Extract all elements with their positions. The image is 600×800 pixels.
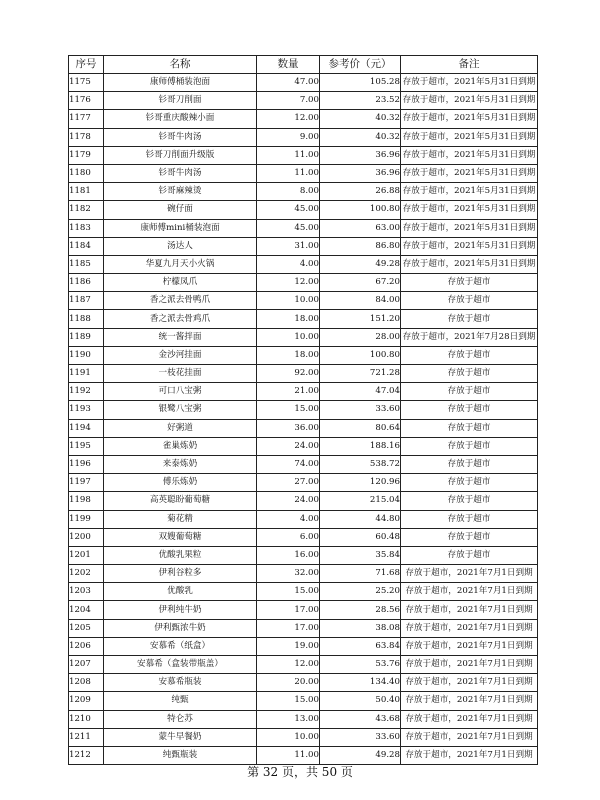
item-name: 优酸乳 — [104, 583, 257, 601]
item-name: 钐哥牛肉汤 — [104, 164, 257, 182]
item-note: 存放于超市 — [401, 274, 538, 292]
item-quantity: 45.00 — [257, 201, 320, 219]
item-price: 43.68 — [320, 710, 401, 728]
item-note: 存放于超市，2021年5月31日到期 — [401, 128, 538, 146]
item-note: 存放于超市，2021年7月1日到期 — [401, 692, 538, 710]
table-row — [69, 583, 538, 601]
item-price: 40.32 — [320, 128, 401, 146]
row-number: 1179 — [69, 146, 104, 164]
table-row — [69, 528, 538, 546]
row-number: 1185 — [69, 255, 104, 273]
row-number: 1182 — [69, 201, 104, 219]
row-number: 1175 — [69, 74, 104, 92]
item-price: 63.84 — [320, 637, 401, 655]
row-number: 1183 — [69, 219, 104, 237]
item-name: 碗仔面 — [104, 201, 257, 219]
item-note: 存放于超市，2021年7月1日到期 — [401, 619, 538, 637]
row-number: 1191 — [69, 365, 104, 383]
row-number: 1194 — [69, 419, 104, 437]
item-price: 28.56 — [320, 601, 401, 619]
item-price: 151.20 — [320, 310, 401, 328]
row-number: 1200 — [69, 528, 104, 546]
item-price: 120.96 — [320, 474, 401, 492]
row-number: 1201 — [69, 546, 104, 564]
table-row — [69, 419, 538, 437]
item-name: 康师傅mini桶装泡面 — [104, 219, 257, 237]
item-name: 香之派去骨鸭爪 — [104, 292, 257, 310]
table-row — [69, 728, 538, 746]
item-note: 存放于超市 — [401, 292, 538, 310]
table-row — [69, 219, 538, 237]
item-price: 23.52 — [320, 92, 401, 110]
item-price: 100.80 — [320, 346, 401, 364]
table-row — [69, 74, 538, 92]
row-number: 1186 — [69, 274, 104, 292]
item-quantity: 20.00 — [257, 674, 320, 692]
item-price: 71.68 — [320, 565, 401, 583]
row-number: 1202 — [69, 565, 104, 583]
item-quantity: 11.00 — [257, 746, 320, 764]
item-quantity: 4.00 — [257, 510, 320, 528]
table-row — [69, 692, 538, 710]
item-price: 215.04 — [320, 492, 401, 510]
item-quantity: 31.00 — [257, 237, 320, 255]
item-note: 存放于超市，2021年5月31日到期 — [401, 74, 538, 92]
item-quantity: 15.00 — [257, 401, 320, 419]
table-row — [69, 455, 538, 473]
item-note: 存放于超市，2021年5月31日到期 — [401, 92, 538, 110]
table-row — [69, 110, 538, 128]
row-number: 1205 — [69, 619, 104, 637]
item-note: 存放于超市 — [401, 346, 538, 364]
item-name: 香之派去骨鸡爪 — [104, 310, 257, 328]
item-quantity: 47.00 — [257, 74, 320, 92]
item-note: 存放于超市 — [401, 383, 538, 401]
item-price: 105.28 — [320, 74, 401, 92]
item-quantity: 92.00 — [257, 365, 320, 383]
item-price: 63.00 — [320, 219, 401, 237]
item-note: 存放于超市 — [401, 528, 538, 546]
item-note: 存放于超市，2021年7月1日到期 — [401, 728, 538, 746]
table-row — [69, 746, 538, 764]
item-price: 538.72 — [320, 455, 401, 473]
row-number: 1207 — [69, 656, 104, 674]
item-name: 伊利甄浓牛奶 — [104, 619, 257, 637]
item-quantity: 18.00 — [257, 346, 320, 364]
item-name: 钐哥牛肉汤 — [104, 128, 257, 146]
item-quantity: 17.00 — [257, 619, 320, 637]
table-row — [69, 292, 538, 310]
item-price: 188.16 — [320, 437, 401, 455]
item-note: 存放于超市，2021年7月1日到期 — [401, 710, 538, 728]
row-number: 1210 — [69, 710, 104, 728]
item-name: 安慕希（盒装带瓶盖） — [104, 656, 257, 674]
row-number: 1192 — [69, 383, 104, 401]
item-name: 优酸乳果粒 — [104, 546, 257, 564]
item-note: 存放于超市，2021年7月28日到期 — [401, 328, 538, 346]
table-row — [69, 637, 538, 655]
table-row — [69, 128, 538, 146]
item-note: 存放于超市，2021年7月1日到期 — [401, 746, 538, 764]
row-number: 1176 — [69, 92, 104, 110]
item-quantity: 13.00 — [257, 710, 320, 728]
item-name: 纯甄瓶装 — [104, 746, 257, 764]
header-price: 参考价（元） — [320, 56, 401, 74]
item-quantity: 11.00 — [257, 146, 320, 164]
table-row — [69, 437, 538, 455]
item-note: 存放于超市，2021年7月1日到期 — [401, 674, 538, 692]
item-price: 35.84 — [320, 546, 401, 564]
item-price: 80.64 — [320, 419, 401, 437]
item-quantity: 32.00 — [257, 565, 320, 583]
table-row — [69, 183, 538, 201]
item-quantity: 36.00 — [257, 419, 320, 437]
row-number: 1180 — [69, 164, 104, 182]
table-row — [69, 201, 538, 219]
item-quantity: 10.00 — [257, 328, 320, 346]
item-name: 金沙河挂面 — [104, 346, 257, 364]
table-header-row — [69, 56, 538, 74]
item-note: 存放于超市 — [401, 401, 538, 419]
item-note: 存放于超市，2021年5月31日到期 — [401, 164, 538, 182]
item-price: 67.20 — [320, 274, 401, 292]
item-price: 26.88 — [320, 183, 401, 201]
row-number: 1204 — [69, 601, 104, 619]
table-row — [69, 346, 538, 364]
row-number: 1188 — [69, 310, 104, 328]
row-number: 1187 — [69, 292, 104, 310]
item-note: 存放于超市，2021年5月31日到期 — [401, 255, 538, 273]
item-note: 存放于超市，2021年7月1日到期 — [401, 565, 538, 583]
item-name: 钐哥重庆酸辣小面 — [104, 110, 257, 128]
item-price: 49.28 — [320, 746, 401, 764]
row-number: 1195 — [69, 437, 104, 455]
table-row — [69, 619, 538, 637]
item-price: 40.32 — [320, 110, 401, 128]
item-note: 存放于超市，2021年7月1日到期 — [401, 637, 538, 655]
item-name: 汤达人 — [104, 237, 257, 255]
row-number: 1208 — [69, 674, 104, 692]
item-quantity: 9.00 — [257, 128, 320, 146]
table-row — [69, 164, 538, 182]
item-note: 存放于超市，2021年7月1日到期 — [401, 601, 538, 619]
item-price: 47.04 — [320, 383, 401, 401]
table-row — [69, 546, 538, 564]
header-no: 序号 — [69, 56, 104, 74]
item-note: 存放于超市，2021年5月31日到期 — [401, 146, 538, 164]
item-price: 100.80 — [320, 201, 401, 219]
table-row — [69, 656, 538, 674]
table-row — [69, 328, 538, 346]
row-number: 1211 — [69, 728, 104, 746]
item-note: 存放于超市 — [401, 510, 538, 528]
item-quantity: 24.00 — [257, 437, 320, 455]
table-row — [69, 92, 538, 110]
item-name: 傅乐炼奶 — [104, 474, 257, 492]
item-note: 存放于超市 — [401, 492, 538, 510]
item-price: 53.76 — [320, 656, 401, 674]
row-number: 1198 — [69, 492, 104, 510]
table-row — [69, 310, 538, 328]
item-price: 50.40 — [320, 692, 401, 710]
table-row — [69, 492, 538, 510]
item-note: 存放于超市，2021年5月31日到期 — [401, 219, 538, 237]
item-price: 36.96 — [320, 164, 401, 182]
item-quantity: 10.00 — [257, 292, 320, 310]
row-number: 1184 — [69, 237, 104, 255]
item-quantity: 17.00 — [257, 601, 320, 619]
item-name: 钐哥刀削面 — [104, 92, 257, 110]
item-price: 44.80 — [320, 510, 401, 528]
item-price: 28.00 — [320, 328, 401, 346]
item-name: 钐哥麻辣烫 — [104, 183, 257, 201]
item-price: 60.48 — [320, 528, 401, 546]
item-note: 存放于超市 — [401, 455, 538, 473]
item-name: 特仑苏 — [104, 710, 257, 728]
item-note: 存放于超市 — [401, 437, 538, 455]
item-price: 721.28 — [320, 365, 401, 383]
item-name: 华夏九月天小火锅 — [104, 255, 257, 273]
item-name: 安慕希瓶装 — [104, 674, 257, 692]
row-number: 1193 — [69, 401, 104, 419]
header-name: 名称 — [104, 56, 257, 74]
item-name: 康师傅桶装泡面 — [104, 74, 257, 92]
item-quantity: 8.00 — [257, 183, 320, 201]
table-body — [69, 74, 538, 765]
table-row — [69, 565, 538, 583]
item-quantity: 12.00 — [257, 274, 320, 292]
table-row — [69, 601, 538, 619]
table-row — [69, 710, 538, 728]
item-name: 蒙牛早餐奶 — [104, 728, 257, 746]
item-name: 来泰炼奶 — [104, 455, 257, 473]
row-number: 1203 — [69, 583, 104, 601]
header-qty: 数量 — [257, 56, 320, 74]
item-name: 安慕希（纸盒） — [104, 637, 257, 655]
item-note: 存放于超市 — [401, 419, 538, 437]
row-number: 1190 — [69, 346, 104, 364]
item-note: 存放于超市，2021年5月31日到期 — [401, 201, 538, 219]
item-price: 49.28 — [320, 255, 401, 273]
item-quantity: 18.00 — [257, 310, 320, 328]
row-number: 1177 — [69, 110, 104, 128]
item-name: 菊花精 — [104, 510, 257, 528]
item-name: 纯甄 — [104, 692, 257, 710]
row-number: 1189 — [69, 328, 104, 346]
row-number: 1178 — [69, 128, 104, 146]
item-quantity: 12.00 — [257, 656, 320, 674]
item-note: 存放于超市，2021年5月31日到期 — [401, 110, 538, 128]
item-quantity: 4.00 — [257, 255, 320, 273]
item-name: 好粥道 — [104, 419, 257, 437]
item-price: 84.00 — [320, 292, 401, 310]
item-price: 38.08 — [320, 619, 401, 637]
row-number: 1196 — [69, 455, 104, 473]
item-price: 25.20 — [320, 583, 401, 601]
item-price: 86.80 — [320, 237, 401, 255]
table-row — [69, 146, 538, 164]
item-name: 高英聪盼葡萄糖 — [104, 492, 257, 510]
item-quantity: 19.00 — [257, 637, 320, 655]
item-note: 存放于超市，2021年7月1日到期 — [401, 656, 538, 674]
item-price: 134.40 — [320, 674, 401, 692]
item-name: 伊利谷粒多 — [104, 565, 257, 583]
item-note: 存放于超市，2021年5月31日到期 — [401, 237, 538, 255]
item-note: 存放于超市 — [401, 310, 538, 328]
table-row — [69, 255, 538, 273]
table-row — [69, 674, 538, 692]
table-row — [69, 274, 538, 292]
item-name: 钐哥刀削面升级版 — [104, 146, 257, 164]
row-number: 1199 — [69, 510, 104, 528]
table-row — [69, 474, 538, 492]
item-name: 统一酱拌面 — [104, 328, 257, 346]
item-quantity: 11.00 — [257, 164, 320, 182]
table-row — [69, 401, 538, 419]
item-name: 双嫂葡萄糖 — [104, 528, 257, 546]
table-row — [69, 365, 538, 383]
header-note: 备注 — [401, 56, 538, 74]
inventory-table — [68, 55, 538, 765]
row-number: 1212 — [69, 746, 104, 764]
page-number: 第 32 页，共 50 页 — [247, 765, 353, 779]
item-quantity: 16.00 — [257, 546, 320, 564]
item-quantity: 45.00 — [257, 219, 320, 237]
table-row — [69, 237, 538, 255]
item-note: 存放于超市 — [401, 546, 538, 564]
item-quantity: 27.00 — [257, 474, 320, 492]
item-price: 36.96 — [320, 146, 401, 164]
item-name: 银鹭八宝粥 — [104, 401, 257, 419]
row-number: 1206 — [69, 637, 104, 655]
item-name: 柠檬凤爪 — [104, 274, 257, 292]
item-note: 存放于超市，2021年5月31日到期 — [401, 183, 538, 201]
table-row — [69, 383, 538, 401]
item-name: 可口八宝粥 — [104, 383, 257, 401]
item-quantity: 15.00 — [257, 583, 320, 601]
item-name: 雀巢炼奶 — [104, 437, 257, 455]
item-name: 一枝花挂面 — [104, 365, 257, 383]
item-price: 33.60 — [320, 728, 401, 746]
row-number: 1181 — [69, 183, 104, 201]
table-row — [69, 510, 538, 528]
item-note: 存放于超市 — [401, 474, 538, 492]
item-quantity: 21.00 — [257, 383, 320, 401]
item-quantity: 15.00 — [257, 692, 320, 710]
item-quantity: 7.00 — [257, 92, 320, 110]
item-name: 伊利纯牛奶 — [104, 601, 257, 619]
item-quantity: 12.00 — [257, 110, 320, 128]
item-quantity: 24.00 — [257, 492, 320, 510]
item-note: 存放于超市 — [401, 365, 538, 383]
item-quantity: 6.00 — [257, 528, 320, 546]
row-number: 1209 — [69, 692, 104, 710]
item-quantity: 10.00 — [257, 728, 320, 746]
item-note: 存放于超市，2021年7月1日到期 — [401, 583, 538, 601]
row-number: 1197 — [69, 474, 104, 492]
item-price: 33.60 — [320, 401, 401, 419]
item-quantity: 74.00 — [257, 455, 320, 473]
